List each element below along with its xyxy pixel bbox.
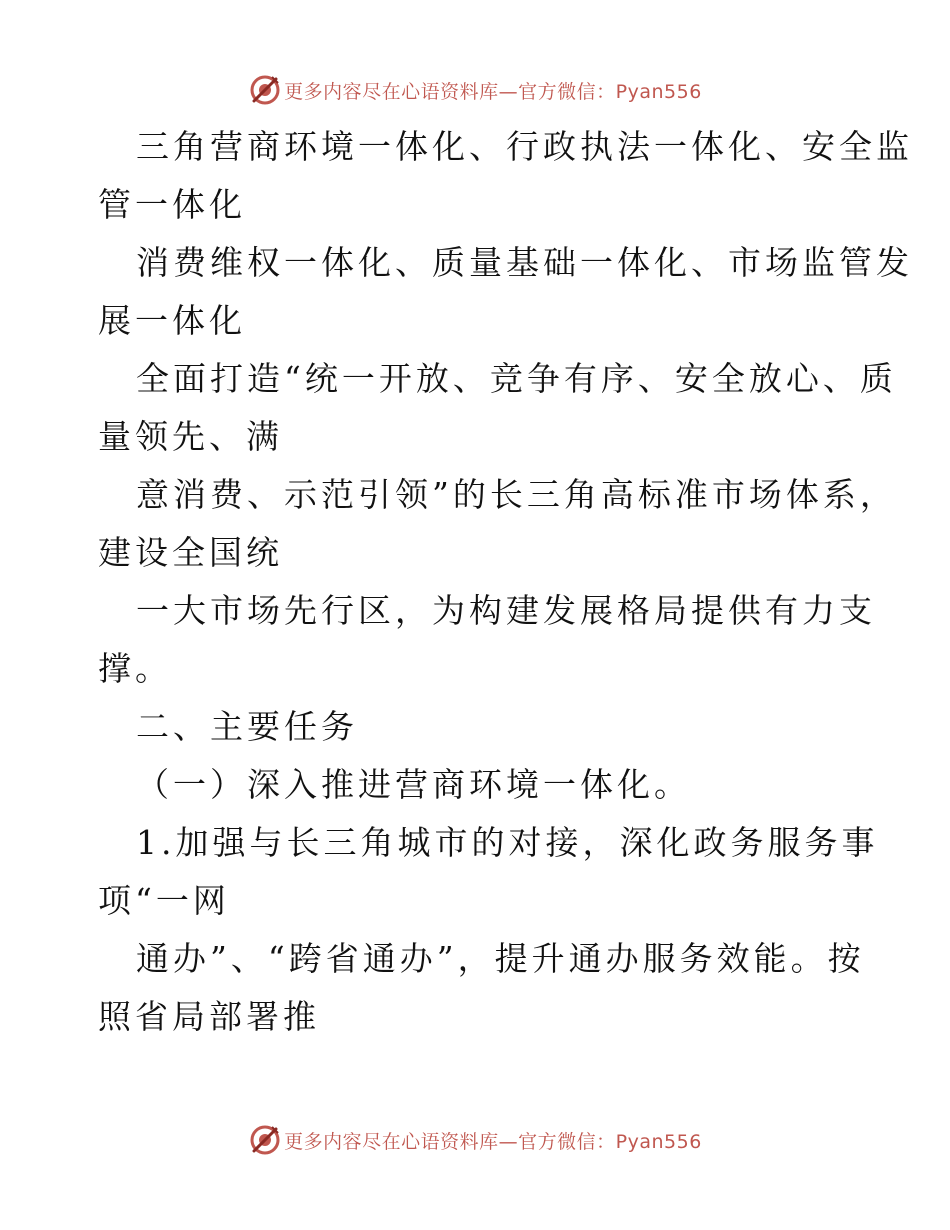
logo-icon (248, 1123, 282, 1157)
text-line: 意消费、示范引领”的长三角高标准市场体系， (136, 475, 897, 514)
document-body (98, 118, 913, 1046)
text-line: 建设全国统 (98, 533, 283, 572)
text-line: 照省局部署推 (98, 997, 320, 1036)
footer-watermark-text: 更多内容尽在心语资料库—官方微信：Pyan556 (284, 1130, 702, 1153)
footer-watermark (0, 1122, 950, 1158)
text-line: （一）深入推进营商环境一体化。 (136, 765, 691, 804)
text-line: 全面打造“统一开放、竞争有序、安全放心、质 (136, 359, 897, 398)
text-line: 展一体化 (98, 301, 246, 340)
text-line: 量领先、满 (98, 417, 283, 456)
text-line: 通办”、“跨省通办”，提升通办服务效能。按 (136, 939, 865, 978)
text-line: 撑。 (98, 649, 172, 688)
header-watermark-text: 更多内容尽在心语资料库—官方微信：Pyan556 (284, 80, 702, 103)
text-line: 管一体化 (98, 185, 246, 224)
text-line: 消费维权一体化、质量基础一体化、市场监管发 (136, 243, 913, 282)
text-line: 二、主要任务 (136, 707, 358, 746)
text-line: 三角营商环境一体化、行政执法一体化、安全监 (136, 127, 913, 166)
header-watermark (0, 72, 950, 108)
text-line: 项“一网 (98, 881, 230, 920)
text-line: 一大市场先行区，为构建发展格局提供有力支 (136, 591, 876, 630)
logo-icon (248, 73, 282, 107)
text-line: 1.加强与长三角城市的对接，深化政务服务事 (136, 823, 879, 862)
